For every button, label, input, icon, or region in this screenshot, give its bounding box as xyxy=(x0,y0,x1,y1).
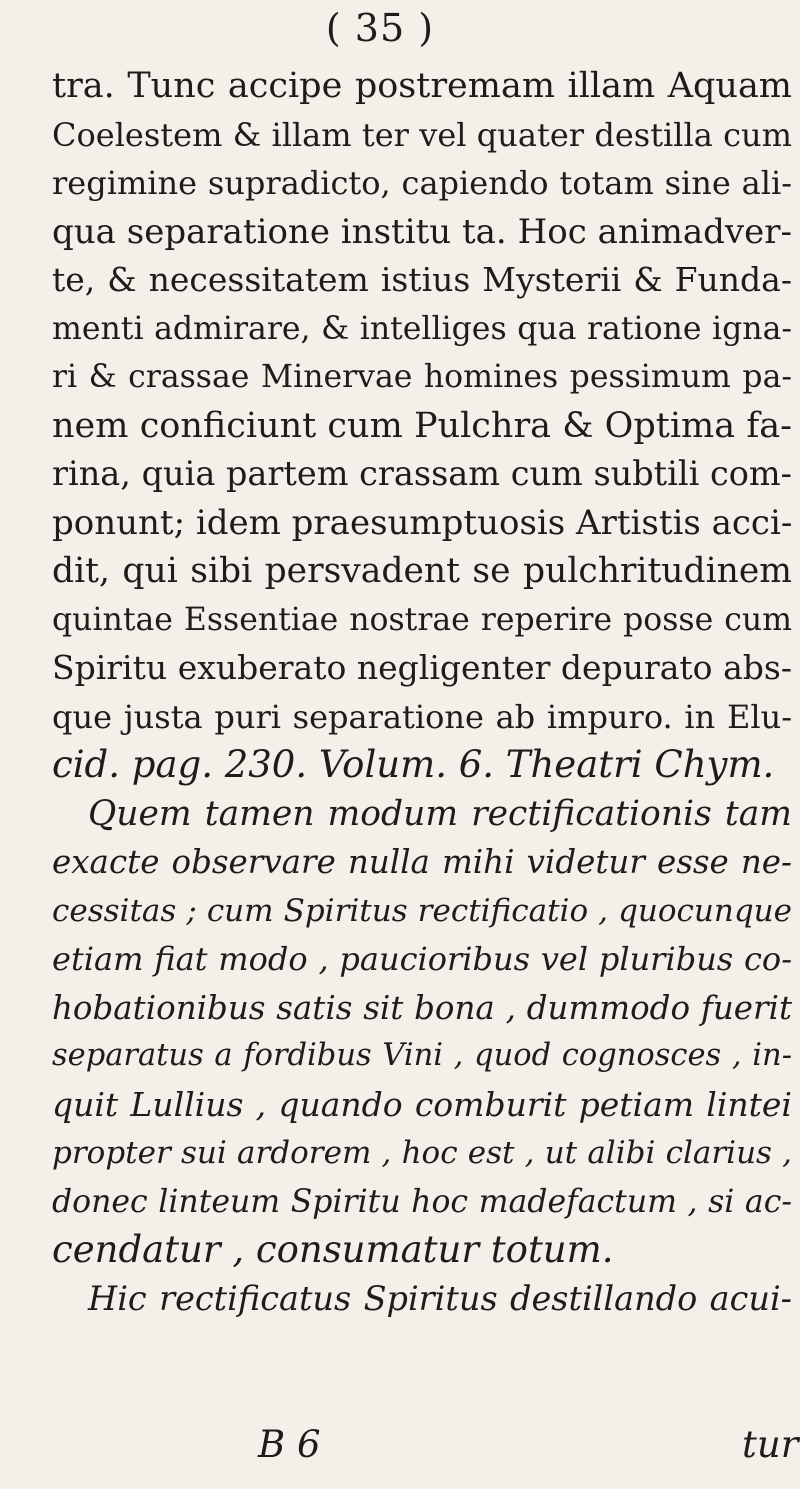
text-line: Spiritu exuberato negligenter depurato abs- xyxy=(52,648,792,687)
text-line: Quem tamen modum rectificationis tam xyxy=(88,793,792,834)
text-line: cessitas ; cum Spiritus rectificatio , quocunque xyxy=(52,892,792,929)
body-text xyxy=(52,62,792,1323)
text-line: qua separatione institu ta. Hoc animadver- xyxy=(52,211,792,252)
text-line: nem conficiunt cum Pulchra & Optima fa- xyxy=(52,405,792,446)
text-line: cendatur , consumatur totum. xyxy=(52,1228,614,1271)
text-line: Coelestem & illam ter vel quater destilla cum xyxy=(52,115,792,154)
text-line: propter sui ardorem , hoc est , ut alibi clarius , xyxy=(52,1135,792,1171)
catchword: tur xyxy=(742,1423,799,1466)
text-line: hobationibus satis sit bona , dummodo fuerit xyxy=(52,988,792,1027)
text-line: quit Lullius , quando comburit petiam lintei xyxy=(52,1084,792,1124)
text-line: separatus a fordibus Vini , quod cognosces , in- xyxy=(52,1038,792,1073)
text-line: ponunt; idem praesumptuosis Artistis acci- xyxy=(52,502,793,543)
text-line: te, & necessitatem istius Mysterii & Funda- xyxy=(52,260,792,299)
text-line: quintae Essentiae nostrae reperire posse cum xyxy=(52,601,792,638)
text-line: rina, quia partem crassam cum subtili com- xyxy=(52,454,792,493)
text-line: etiam fiat modo , paucioribus vel pluribus co- xyxy=(52,940,792,978)
text-line: menti admirare, & intelliges qua ratione igna- xyxy=(52,310,792,347)
text-line: dit, qui sibi persvadent se pulchritudinem xyxy=(52,551,792,591)
text-line: donec linteum Spiritu hoc madefactum , si ac- xyxy=(52,1183,792,1220)
signature-mark: B 6 xyxy=(258,1423,321,1466)
page-number: ( 35 ) xyxy=(325,6,435,50)
text-line: que justa puri separatione ab impuro. in Elu- xyxy=(52,697,792,736)
text-line: Hic rectificatus Spiritus destillando acui- xyxy=(88,1278,792,1318)
text-line: tra. Tunc accipe postremam illam Aquam xyxy=(52,66,792,106)
citation-line: cid. pag. 230. Volum. 6. Theatri Chym. xyxy=(52,743,775,786)
text-line: regimine supradicto, capiendo totam sine ali- xyxy=(52,164,792,202)
text-line: ri & crassae Minervae homines pessimum pa- xyxy=(52,359,792,395)
text-line: exacte observare nulla mihi videtur esse ne- xyxy=(52,843,792,881)
